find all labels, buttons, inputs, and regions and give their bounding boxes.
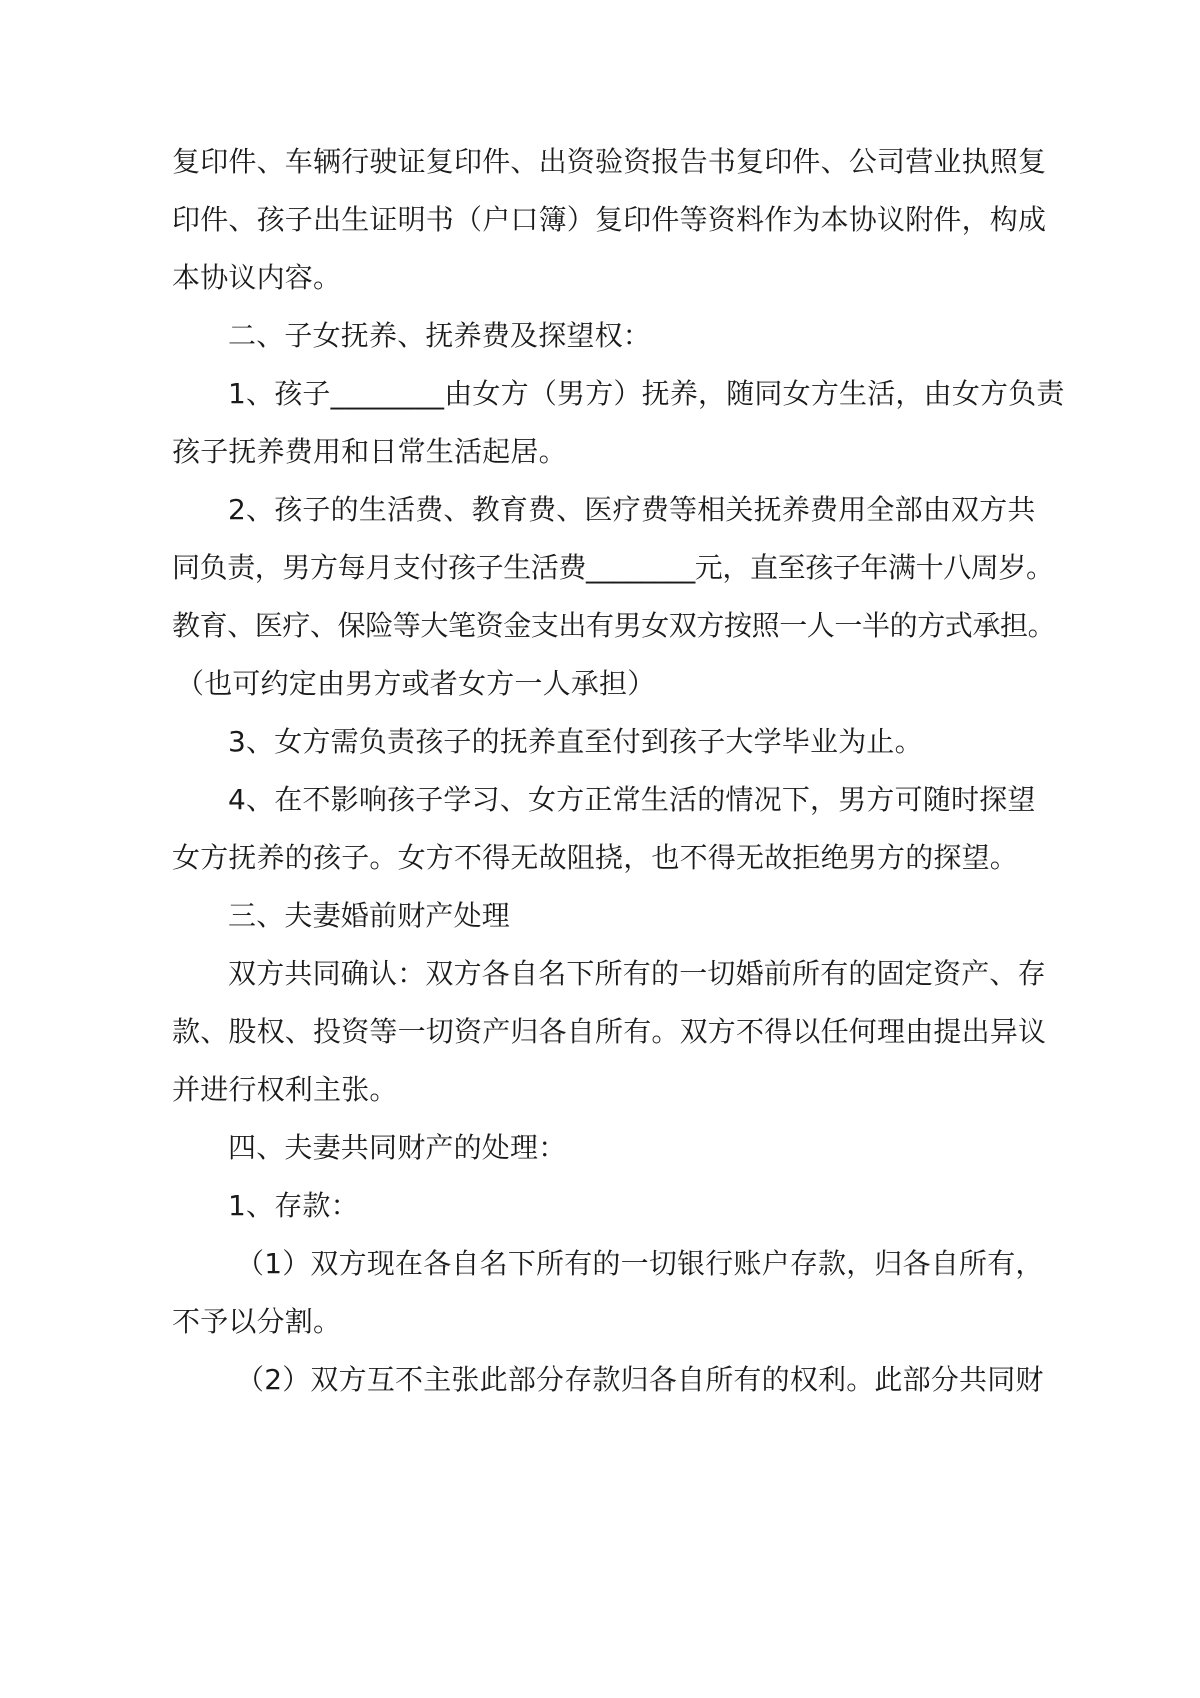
text-line: 教育、医疗、保险等大笔资金支出有男女双方按照一人一半的方式承担。: [172, 609, 1056, 642]
text-line: 印件、孩子出生证明书（户口簿）复印件等资料作为本协议附件，构成: [172, 203, 1047, 236]
text-line: 款、股权、投资等一切资产归各自所有。双方不得以任何理由提出异议: [172, 1015, 1047, 1048]
text-line: 并进行权利主张。: [172, 1073, 398, 1106]
text-line: （2）双方互不主张此部分存款归各自所有的权利。此部分共同财: [236, 1363, 1044, 1396]
text-line: （也可约定由男方或者女方一人承担）: [176, 667, 656, 700]
text-line: 本协议内容。: [172, 261, 342, 294]
text-line: （1）双方现在各自名下所有的一切银行账户存款，归各自所有，: [236, 1247, 1044, 1280]
text-line: 2、孩子的生活费、教育费、医疗费等相关抚养费用全部由双方共: [228, 493, 1036, 526]
text-line: 1、孩子________由女方（男方）抚养，随同女方生活，由女方负责: [228, 377, 1065, 410]
text-line: 双方共同确认：双方各自名下所有的一切婚前所有的固定资产、存: [228, 957, 1046, 990]
text-line: 1、存款：: [228, 1189, 359, 1222]
text-line: 不予以分割。: [172, 1305, 342, 1338]
text-line: 女方抚养的孩子。女方不得无故阻挠，也不得无故拒绝男方的探望。: [172, 841, 1019, 874]
text-line: 3、女方需负责孩子的抚养直至付到孩子大学毕业为止。: [228, 725, 923, 758]
text-line: 4、在不影响孩子学习、女方正常生活的情况下，男方可随时探望: [228, 783, 1036, 816]
section-heading: 三、夫妻婚前财产处理: [228, 899, 511, 932]
section-heading: 二、子女抚养、抚养费及探望权：: [228, 319, 652, 352]
section-heading: 四、夫妻共同财产的处理：: [228, 1131, 567, 1164]
text-line: 复印件、车辆行驶证复印件、出资验资报告书复印件、公司营业执照复: [172, 145, 1047, 178]
text-line: 孩子抚养费用和日常生活起居。: [172, 435, 567, 468]
text-line: 同负责，男方每月支付孩子生活费________元，直至孩子年满十八周岁。: [172, 551, 1054, 584]
